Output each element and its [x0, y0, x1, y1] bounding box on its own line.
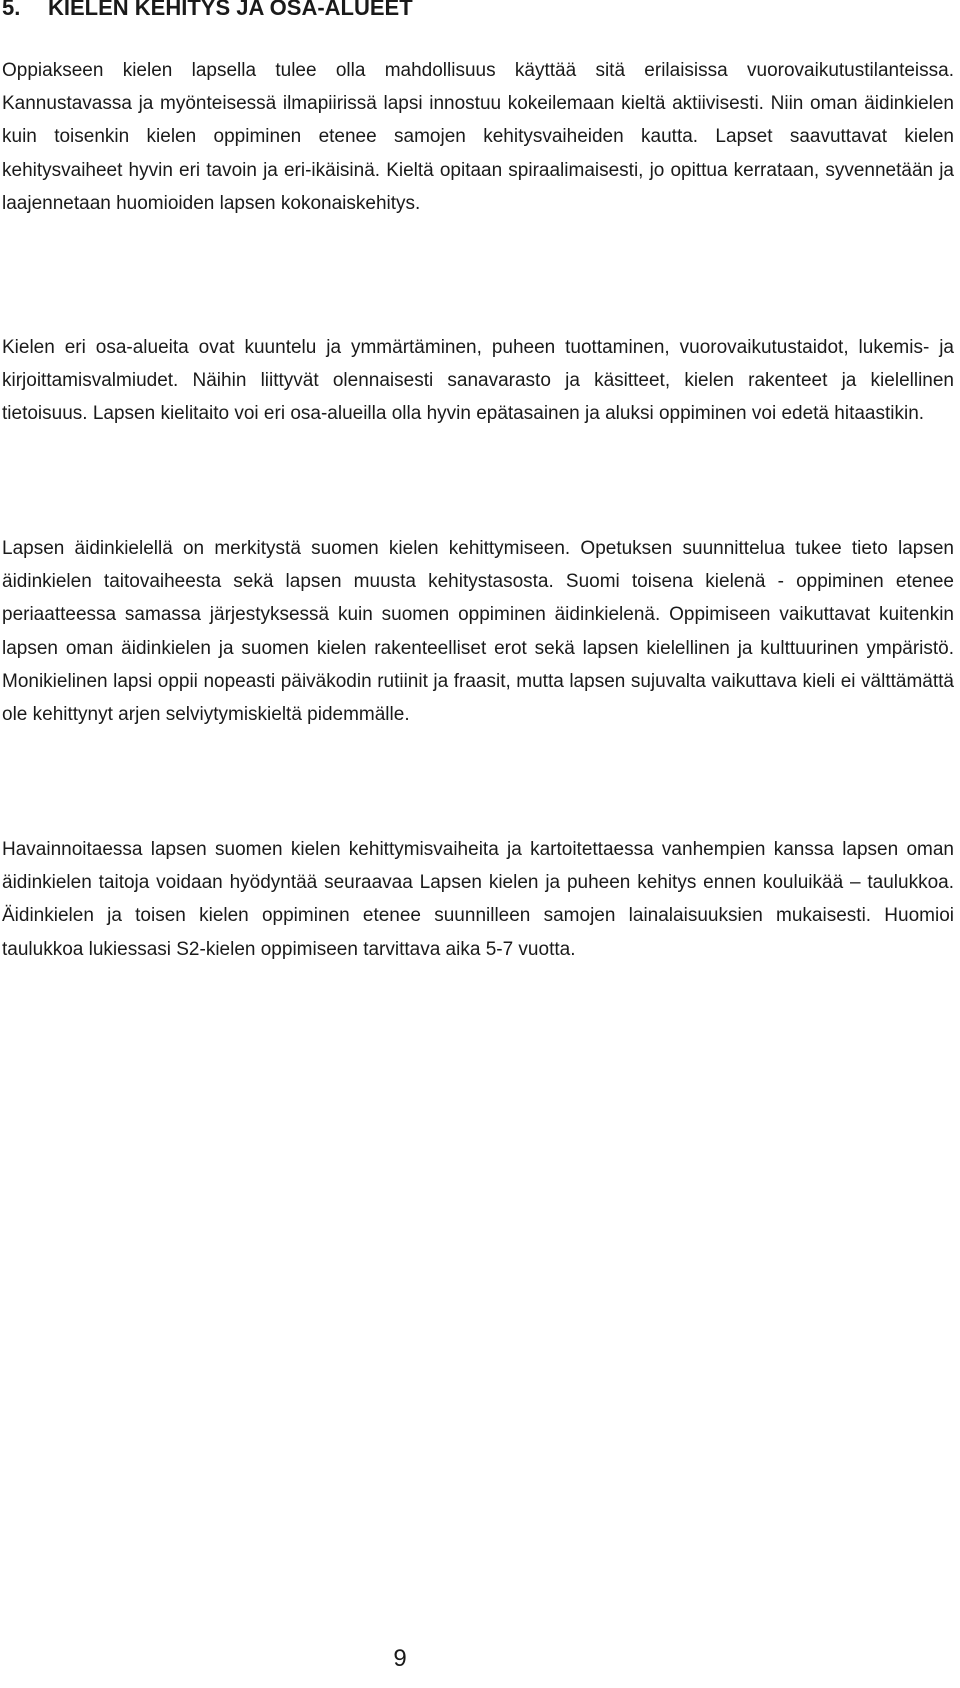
paragraph-observation: Havainnoitaessa lapsen suomen kielen kehittymisvaiheita ja kartoitettaessa vanhempien kanssa lapsen oman äidinkielen taitoja voidaan hyödyntää seuraavaa Lapsen kielen ja puheen kehitys ennen kouluikää – taulukkoa. Äidinkielen ja toisen kielen oppiminen etenee suunnilleen samojen lainalaisuuksien mukaisesti. Huomioi taulukkoa lukiessasi S2-kielen oppimiseen tarvittava aika 5-7 vuotta.	[2, 839, 954, 960]
page-number: 9	[393, 1645, 407, 1672]
paragraph-mother-tongue: Lapsen äidinkielellä on merkitystä suomen kielen kehittymiseen. Opetuksen suunnittelua tukee tieto lapsen äidinkielen taitovaiheesta sekä lapsen muusta kehitystasosta. Suomi toisena kielenä - oppiminen etenee periaatteessa samassa järjestyksessä kuin suomen oppiminen äidinkielenä. Oppimiseen vaikuttavat kuitenkin lapsen oman äidinkielen ja suomen kielen rakenteelliset erot sekä lapsen kielellinen ja kulttuurinen ympäristö. Monikielinen lapsi oppii nopeasti päiväkodin rutiinit ja fraasit, mutta lapsen sujuvalta vaikuttava kieli ei välttämättä ole kehittynyt arjen selviytymiskieltä pidemmälle.	[2, 538, 954, 726]
section-number: 5.	[2, 0, 21, 20]
section-title: KIELEN KEHITYS JA OSA-ALUEET	[48, 0, 413, 20]
paragraph-language-areas: Kielen eri osa-alueita ovat kuuntelu ja ymmärtäminen, puheen tuottaminen, vuorovaikutustaidot, lukemis- ja kirjoittamisvalmiudet. Näihin liittyvät olennaisesti sanavarasto ja käsitteet, kielen rakenteet ja kielellinen tietoisuus. Lapsen kielitaito voi eri osa-alueilla olla hyvin epätasainen ja aluksi oppiminen voi edetä hitaastikin.	[2, 337, 954, 425]
paragraph-language-use: Oppiakseen kielen lapsella tulee olla mahdollisuus käyttää sitä erilaisissa vuorovaikutustilanteissa. Kannustavassa ja myönteisessä ilmapiirissä lapsi innostuu kokeilemaan kieltä aktiivisesti. Niin oman äidinkielen kuin toisenkin kielen oppiminen etenee samojen kehitysvaiheiden kautta. Lapset saavuttavat kielen kehitysvaiheet hyvin eri tavoin ja eri-ikäisinä. Kieltä opitaan spiraalimaisesti, jo opittua kerrataan, syvennetään ja laajennetaan huomioiden lapsen kokonaiskehitys.	[2, 60, 954, 214]
section-heading	[2, 0, 413, 22]
